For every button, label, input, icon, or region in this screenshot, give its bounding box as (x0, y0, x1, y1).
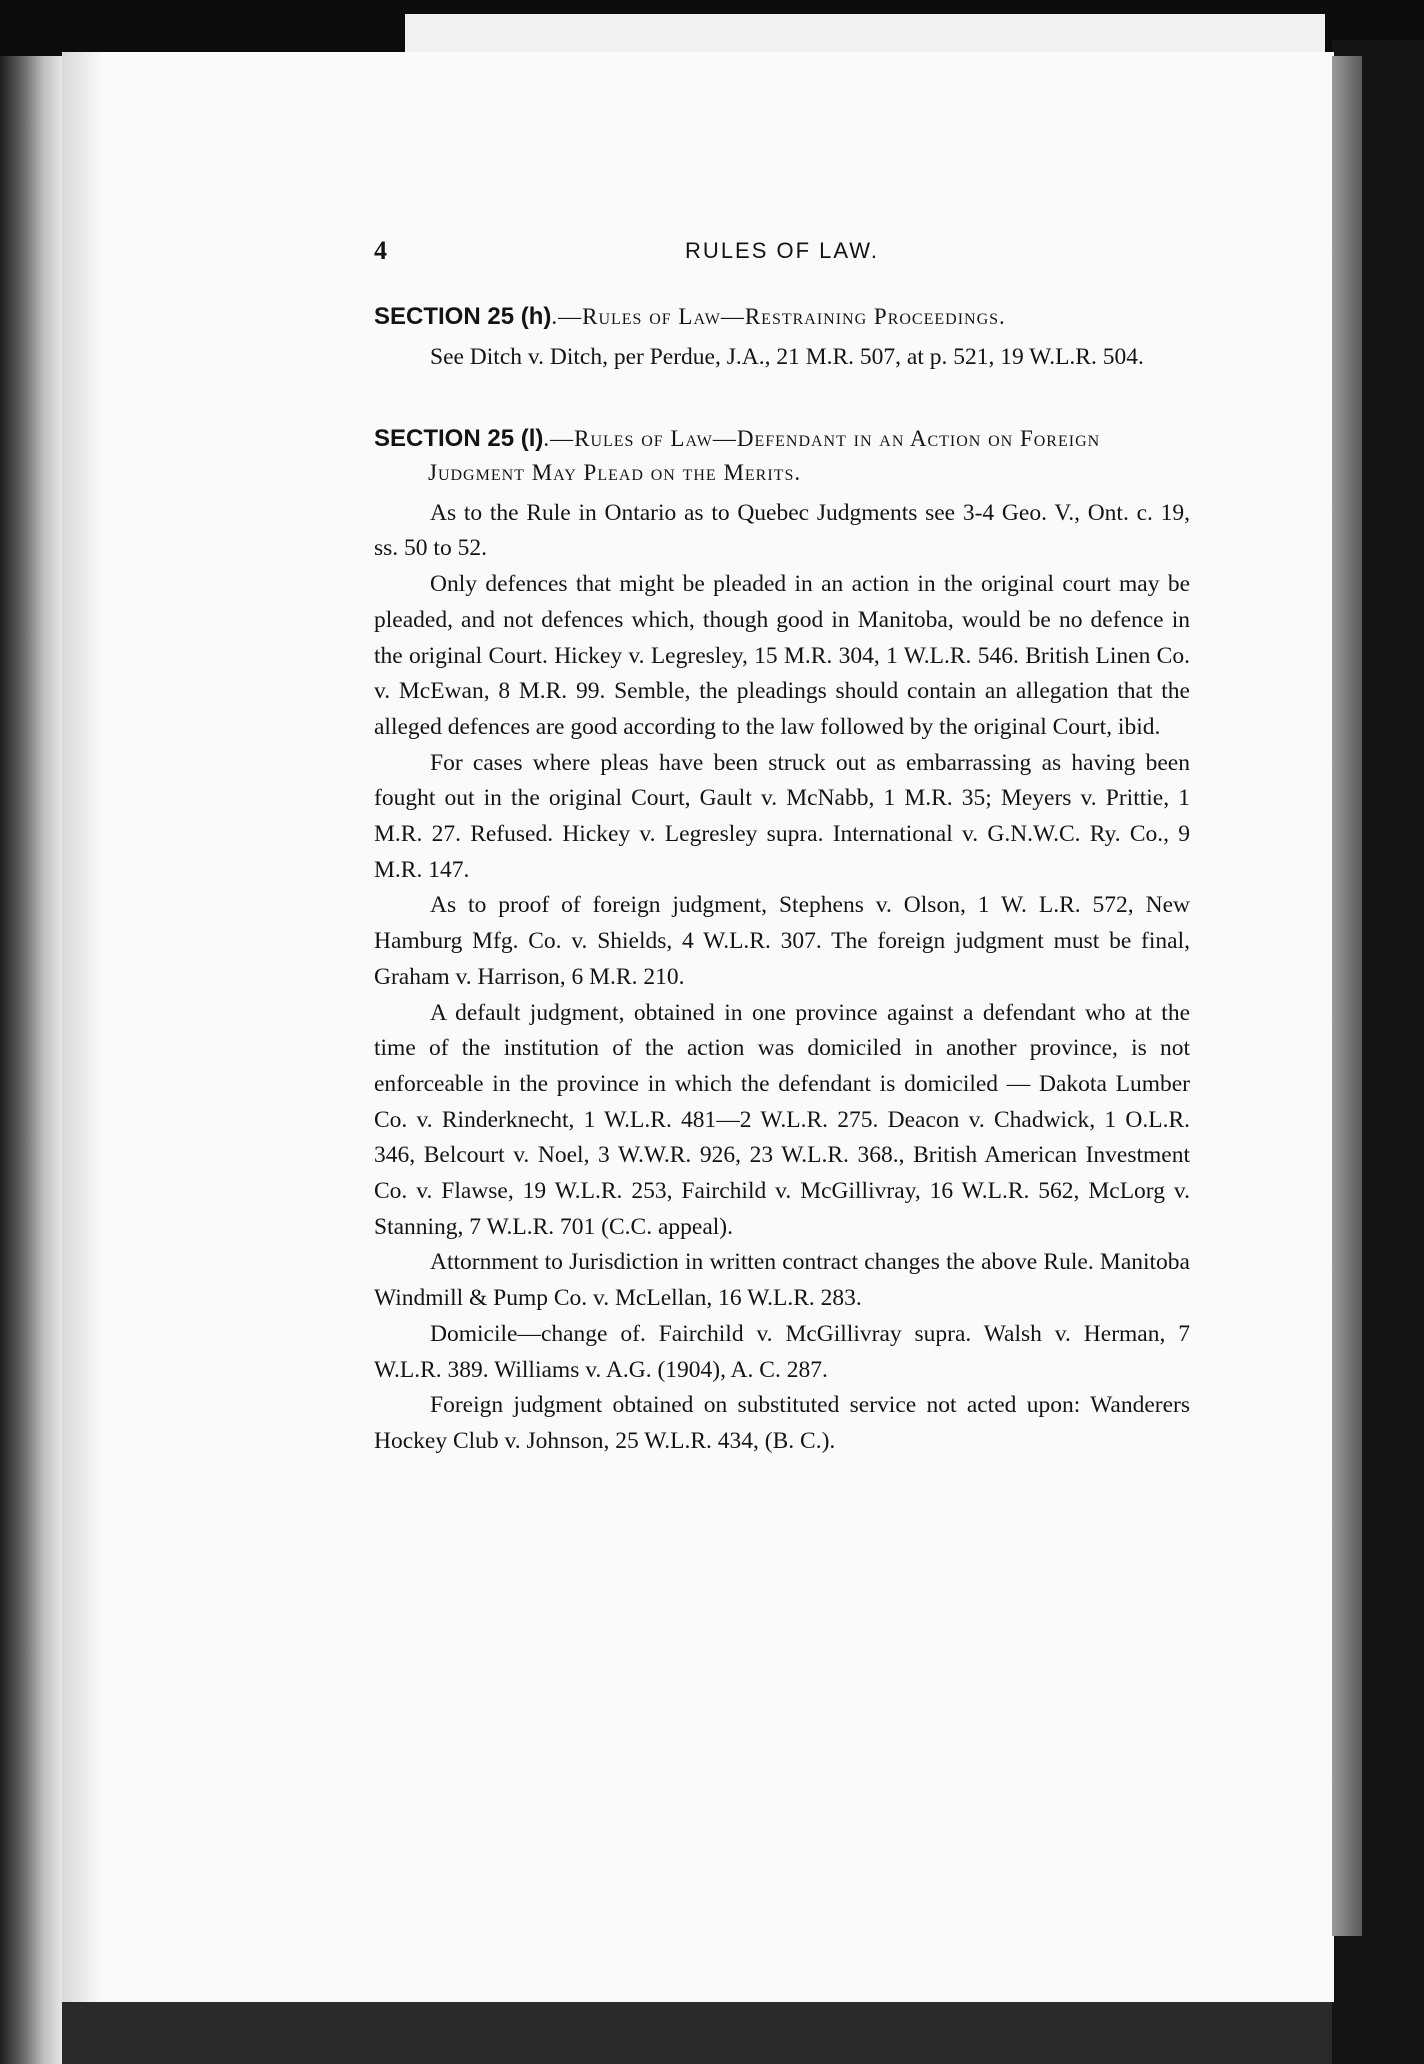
page-binding-shadow (62, 52, 102, 2002)
paragraph: For cases where pleas have been struck out as embarrassing as having been fought out in the original Court, Gault v. McNabb, 1 M.R. 35; Meyers v. Prittie, 1 M.R. 27. Refused. Hickey v. Legresley supra. International v. G.N.W.C. Ry. Co., 9 M.R. 147. (374, 749, 1190, 883)
page-number: 4 (374, 236, 387, 265)
paragraph: A default judgment, obtained in one province against a defendant who at the time of the institution of the action was domiciled in another province, is not enforceable in the province in which the defendant is domiciled — Dakota Lumber Co. v. Rinderknecht, 1 W.L.R. 481—2 W.L.R. 275. Deacon v. Chadwick, 1 O.L.R. 346, Belcourt v. Noel, 3 W.W.R. 926, 23 W.L.R. 368., British American Investment Co. v. Flawse, 19 W.L.R. 253, Fairchild v. McGillivray, 16 W.L.R. 562, McLorg v. Stanning, 7 W.L.R. 701 (C.C. appeal). (374, 999, 1190, 1240)
scan-border-left (0, 56, 62, 2064)
paragraph: Only defences that might be pleaded in an action in the original court may be pleaded, and not defences which, though good in Manitoba, would be no defence in the original Court. Hickey v. Legresley, 15 M.R. 304, 1 W.L.R. 546. British Linen Co. v. McEwan, 8 M.R. 99. Semble, the pleadings should contain an allegation that the alleged defences are good according to the law followed by the original Court, ibid. (374, 571, 1190, 740)
paragraph: Attornment to Jurisdiction in written contract changes the above Rule. Manitoba Windmill & Pump Co. v. McLellan, 16 W.L.R. 283. (374, 1249, 1190, 1312)
paragraph: Domicile—change of. Fairchild v. McGillivray supra. Walsh v. Herman, 7 W.L.R. 389. Williams v. A.G. (1904), A. C. 287. (374, 1320, 1190, 1383)
running-head (374, 236, 1190, 280)
section-title: .—Rules of Law—Defendant in an Action on Foreign Judgment May Plead on the Merits. (428, 425, 1101, 485)
section-label: SECTION 25 (h) (374, 303, 552, 330)
section-heading-25l (374, 422, 1190, 490)
paragraph: As to the Rule in Ontario as to Quebec Judgments see 3-4 Geo. V., Ont. c. 19, ss. 50 to 52. (374, 499, 1190, 562)
paragraph: Foreign judgment obtained on substituted service not acted upon: Wanderers Hockey Club v. Johnson, 25 W.L.R. 434, (B. C.). (374, 1392, 1190, 1454)
section-title: .—Rules of Law—Restraining Proceedings. (551, 304, 1006, 329)
running-title: RULES OF LAW. (685, 238, 879, 263)
paragraph: See Ditch v. Ditch, per Perdue, J.A., 21 M.R. 507, at p. 521, 19 W.L.R. 504. (430, 344, 1144, 370)
page-text-block (374, 236, 1190, 1460)
page-edge-shadow (1332, 56, 1362, 1936)
section-label: SECTION 25 (l) (374, 424, 544, 452)
paragraph: As to proof of foreign judgment, Stephens v. Olson, 1 W. L.R. 572, New Hamburg Mfg. Co. v. Shields, 4 W.L.R. 307. The foreign judgment must be final, Graham v. Harrison, 6 M.R. 210. (374, 892, 1190, 990)
section-heading-25h (374, 300, 1190, 334)
